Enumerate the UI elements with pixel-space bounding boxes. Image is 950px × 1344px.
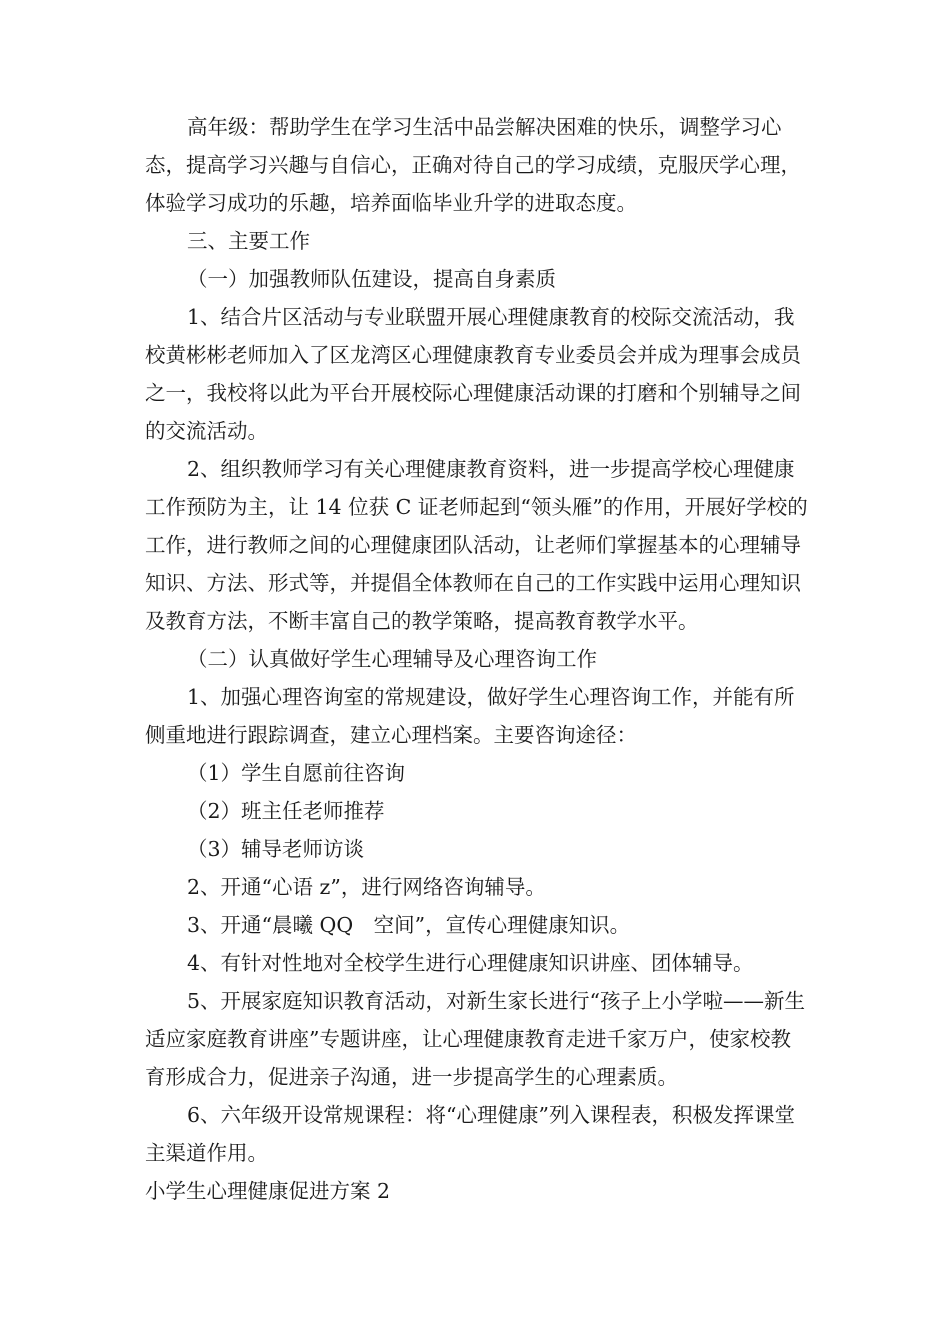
heading-main-work: 三、主要工作 [187, 229, 310, 253]
list-item-interview: （3）辅导老师访谈 [187, 837, 365, 861]
paragraph-qq-space: 3、开通“晨曦 QQ 空间”，宣传心理健康知识。 [187, 913, 631, 937]
paragraph-senior-grade: 高年级：帮助学生在学习生活中品尝解决困难的快乐，调整学习心态，提高学习兴趣与自信心，正确对待自己的学习成绩，克服厌学心理，体验学习成功的乐趣，培养面临毕业升学的进取态度。 [145, 115, 801, 215]
next-section-title: 小学生心理健康促进方案 2 [145, 1179, 391, 1203]
paragraph-item-2-training: 2、组织教师学习有关心理健康教育资料，进一步提高学校心理健康工作预防为主，让 14 位获 C 证老师起到“领头雁”的作用，开展好学校的工作，进行教师之间的心理健康团队活动，让老师们掌握基本的心理辅导知识、方法、形式等，并提倡全体教师在自己的工作实践中运用心理知识及教育方法，不断丰富自己的教学策略，提高教育教学水平。 [145, 457, 808, 633]
paragraph-regular-course: 6、六年级开设常规课程：将“心理健康”列入课程表，积极发挥课堂主渠道作用。 [145, 1103, 796, 1165]
list-item-voluntary: （1）学生自愿前往咨询 [187, 761, 406, 785]
paragraph-counseling-room: 1、加强心理咨询室的常规建设，做好学生心理咨询工作，并能有所侧重地进行跟踪调查，建立心理档案。主要咨询途径： [145, 685, 795, 747]
document-body [145, 108, 810, 1210]
paragraph-online-counseling: 2、开通“心语 z”，进行网络咨询辅导。 [187, 875, 546, 899]
paragraph-lectures: 4、有针对性地对全校学生进行心理健康知识讲座、团体辅导。 [187, 951, 754, 975]
paragraph-item-1-exchange: 1、结合片区活动与专业联盟开展心理健康教育的校际交流活动，我校黄彬彬老师加入了区龙湾区心理健康教育专业委员会并成为理事会成员之一，我校将以此为平台开展校际心理健康活动课的打磨和个别辅导之间的交流活动。 [145, 305, 801, 443]
paragraph-family-education: 5、开展家庭知识教育活动，对新生家长进行“孩子上小学啦——新生适应家庭教育讲座”专题讲座，让心理健康教育走进千家万户，使家校教育形成合力，促进亲子沟通，进一步提高学生的心理素质。 [145, 989, 806, 1089]
subheading-teacher-team: （一）加强教师队伍建设，提高自身素质 [187, 267, 556, 291]
subheading-student-counseling: （二）认真做好学生心理辅导及心理咨询工作 [187, 647, 597, 671]
list-item-teacher-referral: （2）班主任老师推荐 [187, 799, 385, 823]
